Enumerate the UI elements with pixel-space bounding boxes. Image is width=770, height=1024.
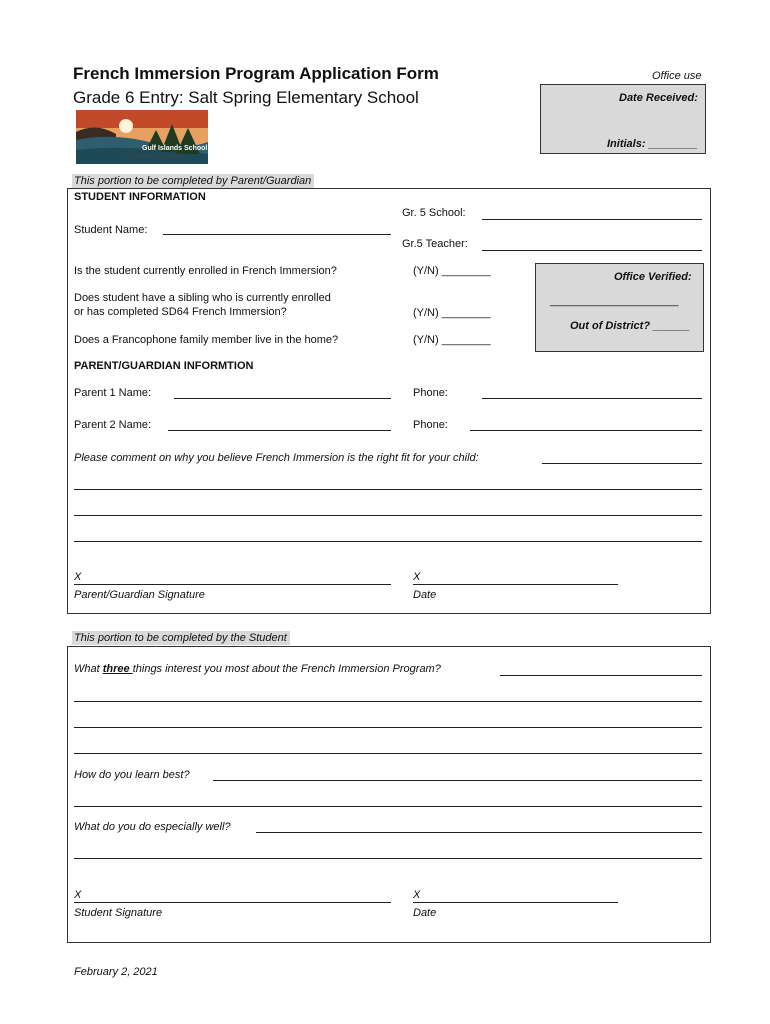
parent2-name-label: Parent 2 Name: — [74, 419, 152, 431]
parent2-phone-label: Phone: — [413, 419, 448, 431]
comment-field-line4[interactable] — [74, 541, 702, 542]
student-date-field[interactable] — [413, 902, 618, 903]
comment-prompt: Please comment on why you believe French Immersion is the right fit for your child: — [74, 452, 479, 464]
sibling-yn-field[interactable]: (Y/N) ________ — [413, 307, 491, 319]
interest-field-line3[interactable] — [74, 727, 702, 728]
interest-question: What three things interest you most about the French Immersion Program? — [74, 663, 441, 675]
student-section-frame — [67, 646, 711, 943]
initials-label: Initials: ________ — [607, 138, 698, 150]
gr5-teacher-field[interactable] — [482, 250, 702, 251]
parent-date-label: Date — [413, 589, 437, 601]
logo-text: Gulf Islands School District — [142, 145, 234, 152]
footer-date: February 2, 2021 — [74, 966, 158, 978]
office-use-label: Office use — [652, 70, 702, 82]
parent2-name-field[interactable] — [168, 430, 391, 431]
out-of-district-label: Out of District? ______ — [570, 320, 690, 332]
comment-field-line3[interactable] — [74, 515, 702, 516]
student-info-heading: STUDENT INFORMATION — [74, 191, 206, 203]
parent-signature-label: Parent/Guardian Signature — [74, 589, 205, 601]
learn-field-line2[interactable] — [74, 806, 702, 807]
parent2-phone-field[interactable] — [470, 430, 702, 431]
parent-info-heading: PARENT/GUARDIAN INFORMTION — [74, 360, 254, 372]
office-verified-label: Office Verified: — [614, 271, 692, 283]
form-title: French Immersion Program Application Form — [73, 64, 439, 83]
parent-date-x: X — [413, 571, 421, 583]
student-date-label: Date — [413, 907, 437, 919]
well-question: What do you do especially well? — [74, 821, 231, 833]
enrolled-question: Is the student currently enrolled in French Immersion? — [74, 265, 337, 277]
parent-section-frame — [67, 188, 711, 614]
sibling-question-line2: or has completed SD64 French Immersion? — [74, 306, 287, 318]
interest-field-line2[interactable] — [74, 701, 702, 702]
parent1-name-label: Parent 1 Name: — [74, 387, 152, 399]
learn-question: How do you learn best? — [74, 769, 190, 781]
gr5-teacher-label: Gr.5 Teacher: — [402, 238, 468, 250]
parent1-phone-label: Phone: — [413, 387, 448, 399]
learn-field-line1[interactable] — [213, 780, 702, 781]
date-received-label: Date Received: — [619, 92, 698, 104]
student-name-field[interactable] — [163, 234, 391, 235]
parent-date-field[interactable] — [413, 584, 618, 585]
parent-signature-x: X — [74, 571, 82, 583]
office-verified-box — [535, 263, 704, 352]
gr5-school-label: Gr. 5 School: — [402, 207, 466, 219]
parent-signature-field[interactable] — [74, 584, 391, 585]
student-date-x: X — [413, 889, 421, 901]
francophone-yn-field[interactable]: (Y/N) ________ — [413, 334, 491, 346]
interest-field-line4[interactable] — [74, 753, 702, 754]
comment-field-line1[interactable] — [542, 463, 702, 464]
well-field-line2[interactable] — [74, 858, 702, 859]
parent1-name-field[interactable] — [174, 398, 391, 399]
interest-emphasis: three — [102, 663, 133, 675]
office-verified-blank: _____________________ — [550, 295, 679, 307]
gr5-school-field[interactable] — [482, 219, 702, 220]
student-signature-field[interactable] — [74, 902, 391, 903]
student-signature-label: Student Signature — [74, 907, 163, 919]
interest-field-line1[interactable] — [500, 675, 702, 676]
student-signature-x: X — [74, 889, 82, 901]
well-field-line1[interactable] — [256, 832, 702, 833]
office-use-box — [540, 84, 706, 154]
parent1-phone-field[interactable] — [482, 398, 702, 399]
francophone-question: Does a Francophone family member live in the home? — [74, 334, 339, 346]
student-section-tag: This portion to be completed by the Student — [72, 631, 290, 645]
student-name-label: Student Name: — [74, 224, 148, 236]
comment-field-line2[interactable] — [74, 489, 702, 490]
form-subtitle: Grade 6 Entry: Salt Spring Elementary School — [73, 88, 419, 107]
enrolled-yn-field[interactable]: (Y/N) ________ — [413, 265, 491, 277]
parent-section-tag: This portion to be completed by Parent/Guardian — [72, 174, 314, 188]
logo-tagline: A Community of Learners — [126, 154, 183, 160]
sibling-question-line1: Does student have a sibling who is currently enrolled — [74, 292, 331, 304]
